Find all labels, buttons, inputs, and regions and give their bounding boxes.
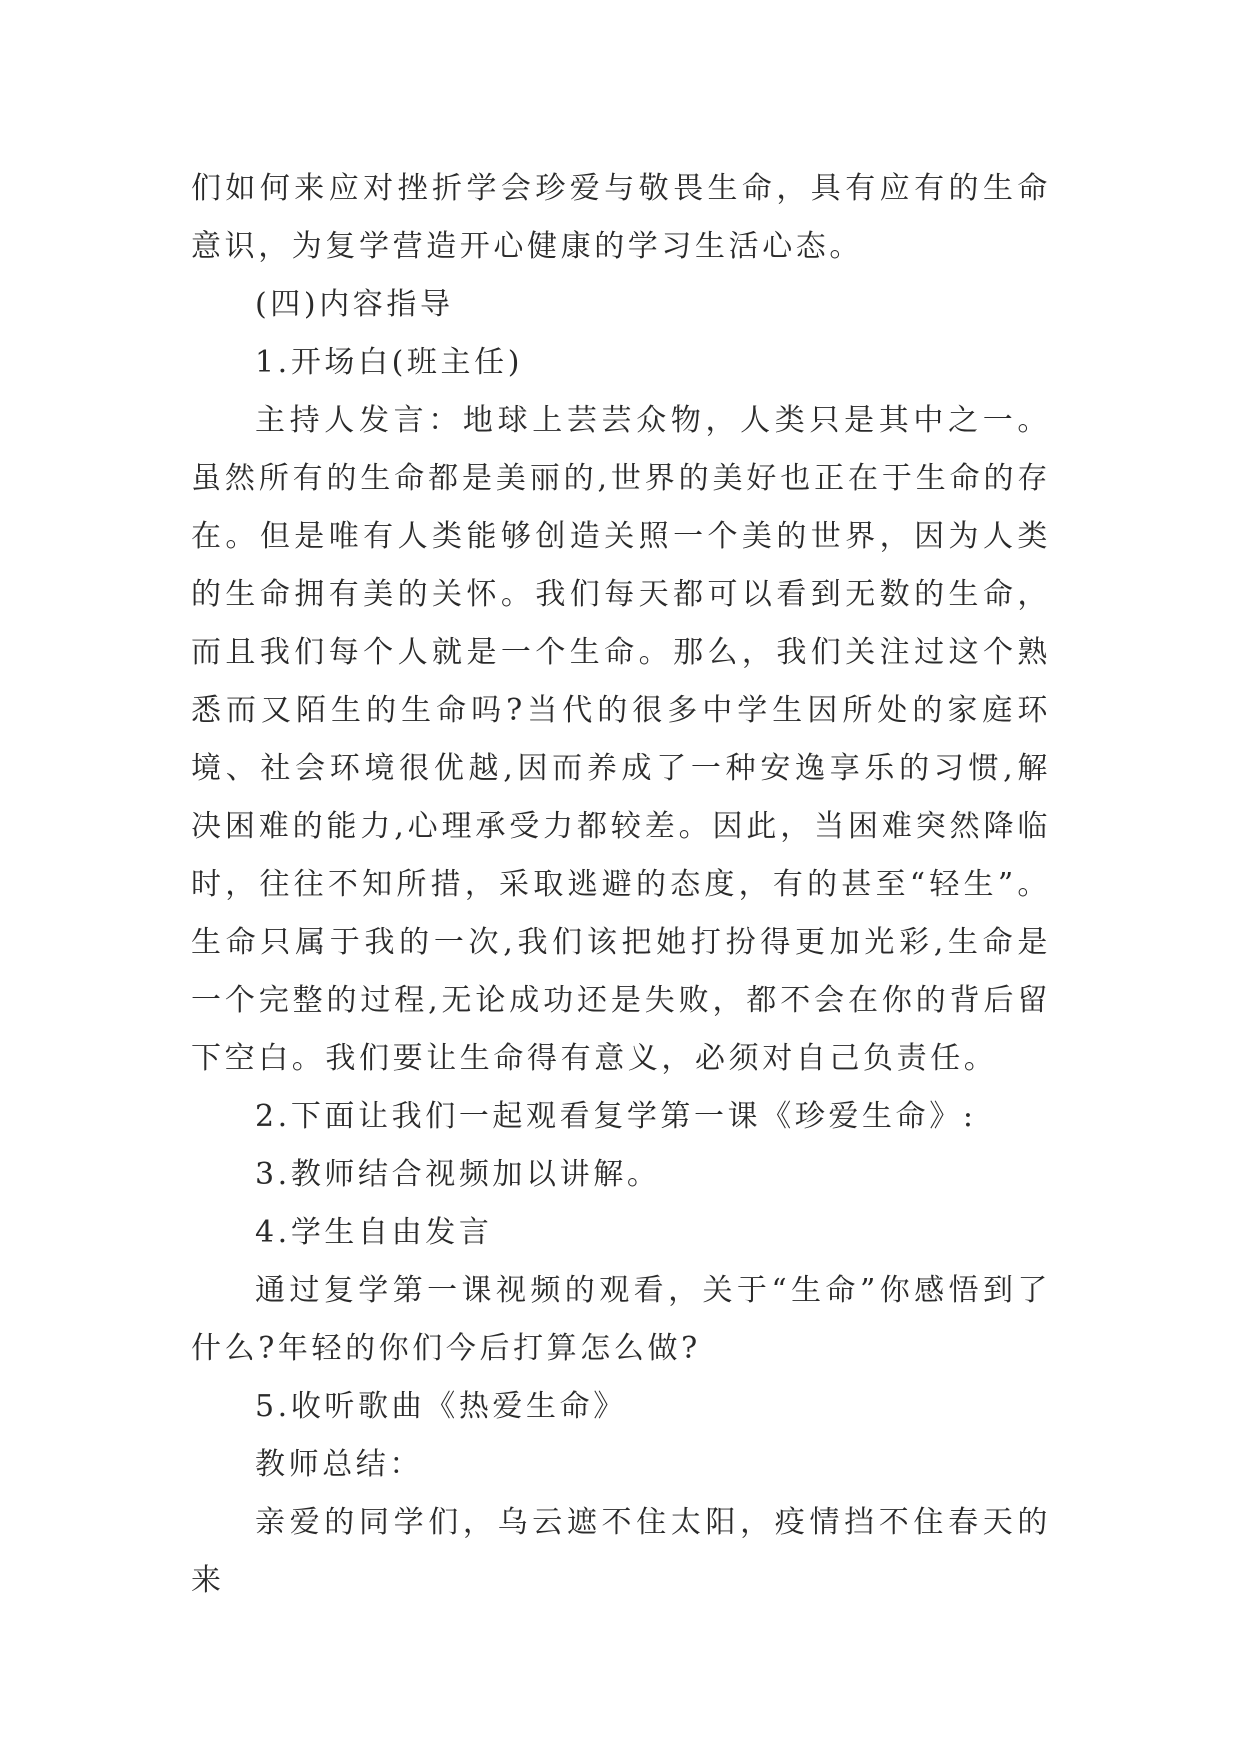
paragraph: 亲爱的同学们，乌云遮不住太阳，疫情挡不住春天的来 bbox=[191, 1505, 1051, 1598]
section-heading: (四)内容指导 bbox=[255, 287, 454, 322]
list-item: 1.开场白(班主任) bbox=[255, 345, 524, 380]
paragraph: 们如何来应对挫折学会珍爱与敬畏生命，具有应有的生命意识，为复学营造开心健康的学习生活心态。 bbox=[191, 171, 1051, 264]
document-body bbox=[191, 160, 1051, 1610]
paragraph: 主持人发言：地球上芸芸众物，人类只是其中之一。虽然所有的生命都是美丽的,世界的美好也正在于生命的存在。但是唯有人类能够创造关照一个美的世界，因为人类的生命拥有美的关怀。我们每天都可以看到无数的生命，而且我们每个人就是一个生命。那么，我们关注过这个熟悉而又陌生的生命吗?当代的很多中学生因所处的家庭环境、社会环境很优越,因而养成了一种安逸享乐的习惯,解决困难的能力,心理承受力都较差。因此，当困难突然降临时，往往不知所措，采取逃避的态度，有的甚至“轻生”。生命只属于我的一次,我们该把她打扮得更加光彩,生命是一个完整的过程,无论成功还是失败，都不会在你的背后留下空白。我们要让生命得有意义，必须对自己负责任。 bbox=[191, 403, 1051, 1076]
list-item: 4.学生自由发言 bbox=[255, 1215, 493, 1250]
list-item: 2.下面让我们一起观看复学第一课《珍爱生命》: bbox=[255, 1099, 977, 1134]
paragraph: 通过复学第一课视频的观看，关于“生命”你感悟到了什么?年轻的你们今后打算怎么做? bbox=[191, 1273, 1051, 1366]
list-item: 3.教师结合视频加以讲解。 bbox=[255, 1157, 661, 1192]
paragraph: 教师总结： bbox=[255, 1447, 423, 1482]
list-item: 5.收听歌曲《热爱生命》 bbox=[255, 1389, 627, 1424]
